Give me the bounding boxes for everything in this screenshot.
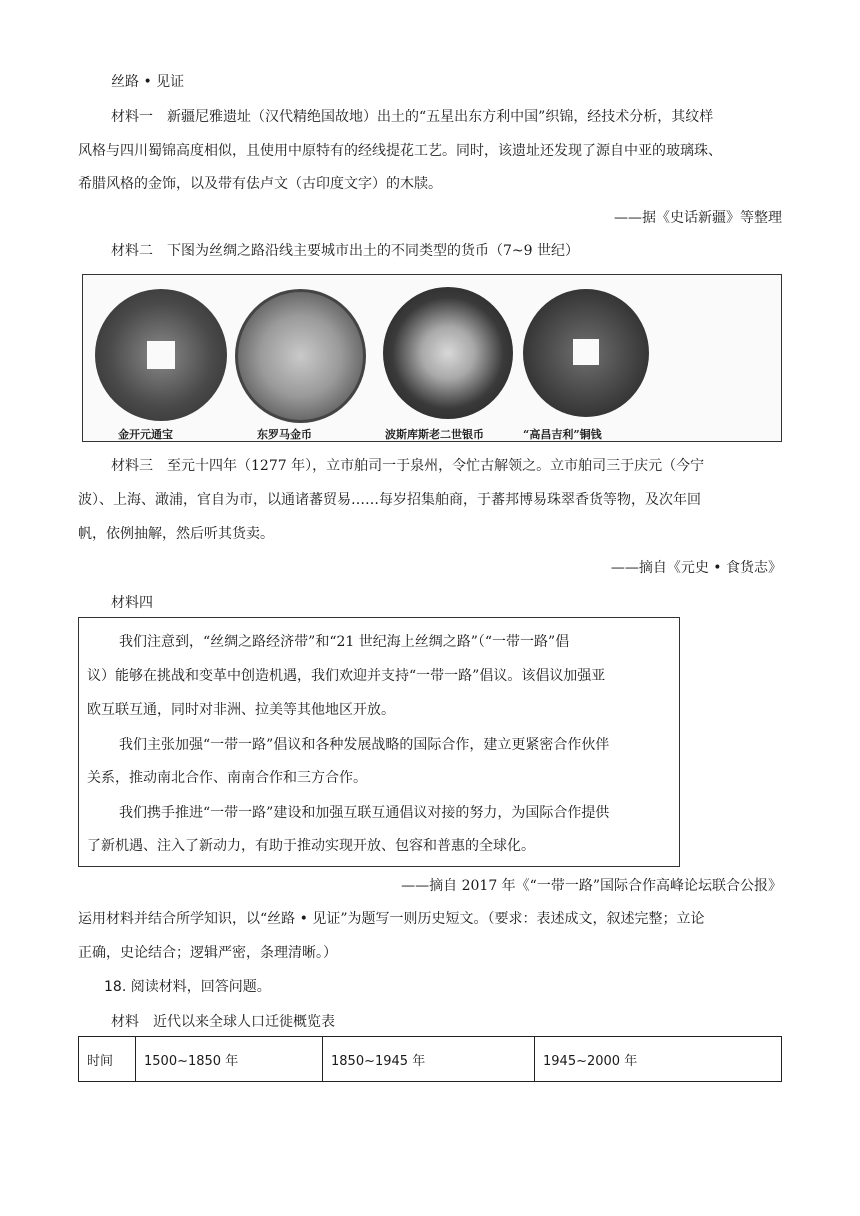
caption-gaochang: “高昌吉利”铜钱 xyxy=(523,428,602,441)
material-3-line: 帆，依例抽解，然后听其货卖。 xyxy=(78,526,274,542)
table-cell: 1945~2000 年 xyxy=(535,1037,782,1082)
material-3-source: ——摘自《元史 • 食货志》 xyxy=(610,560,782,576)
question-18-material: 材料 近代以来全球人口迁徙概览表 xyxy=(111,1014,335,1030)
material-4-line: 我们携手推进“一带一路”建设和加强互联互通倡议对接的努力，为国际合作提供 xyxy=(119,805,610,821)
material-1-line: 风格与四川蜀锦高度相似，且使用中原特有的经线提花工艺。同时，该遗址还发现了源自中亚的玻璃珠、 xyxy=(78,143,722,159)
caption-sasanian: 波斯库斯老二世银币 xyxy=(385,428,484,441)
task-line: 运用材料并结合所学知识，以“丝路 • 见证”为题写一则历史短文。（要求：表述成文，叙述完整；立论 xyxy=(78,911,705,927)
table-cell: 时间 xyxy=(79,1037,136,1082)
material-1-source: ——据《史话新疆》等整理 xyxy=(614,210,782,226)
material-1-line: 希腊风格的金饰，以及带有佉卢文（古印度文字）的木牍。 xyxy=(78,176,442,192)
caption-kaiyuan: 金开元通宝 xyxy=(118,428,173,441)
kaiyuan-coin-image xyxy=(95,289,227,421)
material-4-line: 我们主张加强“一带一路”倡议和各种发展战略的国际合作，建立更紧密合作伙伴 xyxy=(119,737,610,753)
material-4-line: 我们注意到，“丝绸之路经济带”和“21 世纪海上丝绸之路”（“一带一路”倡 xyxy=(119,634,570,650)
question-18-title: 18. 阅读材料，回答问题。 xyxy=(104,979,271,995)
migration-table xyxy=(78,1036,782,1082)
material-4-label: 材料四 xyxy=(111,595,153,611)
gaochang-jili-coin-image xyxy=(523,289,649,417)
task-line: 正确，史论结合；逻辑严密，条理清晰。） xyxy=(78,945,337,961)
sasanian-silver-coin-image xyxy=(383,287,513,419)
material-4-line: 欧互联互通，同时对非洲、拉美等其他地区开放。 xyxy=(87,702,395,718)
material-4-line: 关系，推动南北合作、南南合作和三方合作。 xyxy=(87,770,367,786)
caption-byzantine: 东罗马金币 xyxy=(257,428,312,441)
material-2-intro: 材料二 下图为丝绸之路沿线主要城市出土的不同类型的货币（7~9 世纪） xyxy=(111,243,579,259)
material-1-line: 材料一 新疆尼雅遗址（汉代精绝国故地）出土的“五星出东方利中国”织锦，经技术分析，其纹样 xyxy=(111,109,714,125)
table-cell: 1850~1945 年 xyxy=(323,1037,535,1082)
material-4-line: 了新机遇、注入了新动力，有助于推动实现开放、包容和普惠的全球化。 xyxy=(87,838,535,854)
material-3-line: 材料三 至元十四年（1277 年），立市舶司一于泉州，令忙古解领之。立市舶司三于庆元（今宁 xyxy=(111,458,705,474)
coins-photo xyxy=(82,274,782,442)
material-4-line: 议）能够在挑战和变革中创造机遇，我们欢迎并支持“一带一路”倡议。该倡议加强亚 xyxy=(87,668,606,684)
section-title: 丝路 • 见证 xyxy=(111,74,185,90)
table-cell: 1500~1850 年 xyxy=(136,1037,323,1082)
material-3-line: 波）、上海、澉浦，官自为市，以通诸蕃贸易……每岁招集舶商，于蕃邦博易珠翠香货等物，及次年回 xyxy=(78,492,701,508)
byzantine-gold-coin-image xyxy=(235,289,366,423)
material-4-source: ——摘自 2017 年《“一带一路”国际合作高峰论坛联合公报》 xyxy=(401,878,782,894)
material-4-box xyxy=(78,617,680,867)
table-row xyxy=(79,1037,782,1082)
